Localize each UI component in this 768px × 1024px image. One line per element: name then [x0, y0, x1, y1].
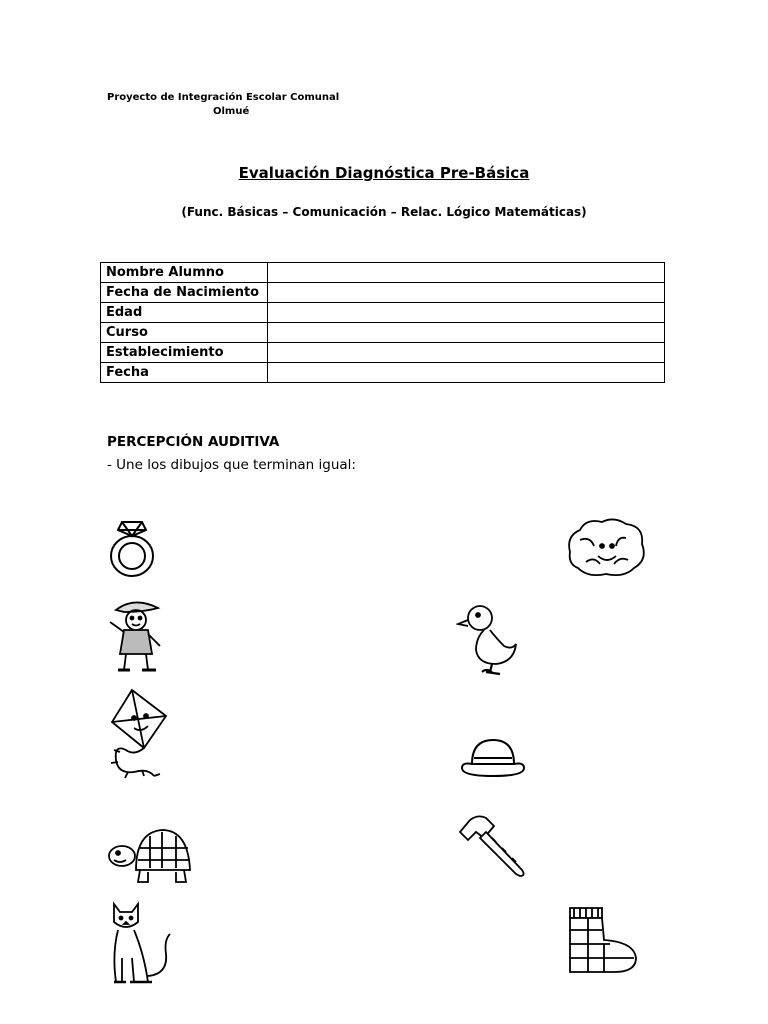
kite-picture[interactable] — [104, 686, 174, 782]
sock-picture[interactable] — [564, 904, 640, 976]
instruction-text: - Une los dibujos que terminan igual: — [107, 457, 356, 473]
table-row — [101, 363, 665, 383]
table-row — [101, 263, 665, 283]
row-label: Edad — [101, 303, 268, 323]
row-value-field[interactable] — [268, 263, 665, 283]
hat-picture[interactable] — [458, 734, 528, 782]
row-value-field[interactable] — [268, 343, 665, 363]
lettuce-picture[interactable] — [564, 516, 648, 580]
row-label: Curso — [101, 323, 268, 343]
duck-picture[interactable] — [456, 602, 520, 676]
ring-picture[interactable] — [106, 518, 158, 580]
row-label: Fecha de Nacimiento — [101, 283, 268, 303]
project-header — [107, 91, 339, 119]
table-row — [101, 303, 665, 323]
row-value-field[interactable] — [268, 323, 665, 343]
hammer-picture[interactable] — [456, 810, 530, 878]
row-label: Establecimiento — [101, 343, 268, 363]
boy-picture[interactable] — [104, 594, 168, 674]
row-value-field[interactable] — [268, 283, 665, 303]
row-label: Fecha — [101, 363, 268, 383]
row-label: Nombre Alumno — [101, 263, 268, 283]
table-row — [101, 323, 665, 343]
project-name: Proyecto de Integración Escolar Comunal — [107, 92, 340, 103]
section-title: PERCEPCIÓN AUDITIVA — [107, 434, 280, 450]
row-value-field[interactable] — [268, 303, 665, 323]
table-row — [101, 283, 665, 303]
student-info-table — [100, 262, 665, 383]
row-value-field[interactable] — [268, 363, 665, 383]
cat-picture[interactable] — [104, 898, 176, 986]
page-subtitle: (Func. Básicas – Comunicación – Relac. Lógico Matemáticas) — [181, 205, 587, 219]
turtle-picture[interactable] — [106, 822, 194, 886]
page-title: Evaluación Diagnóstica Pre-Básica — [238, 164, 530, 182]
project-location: Olmué — [213, 106, 250, 117]
table-row — [101, 343, 665, 363]
